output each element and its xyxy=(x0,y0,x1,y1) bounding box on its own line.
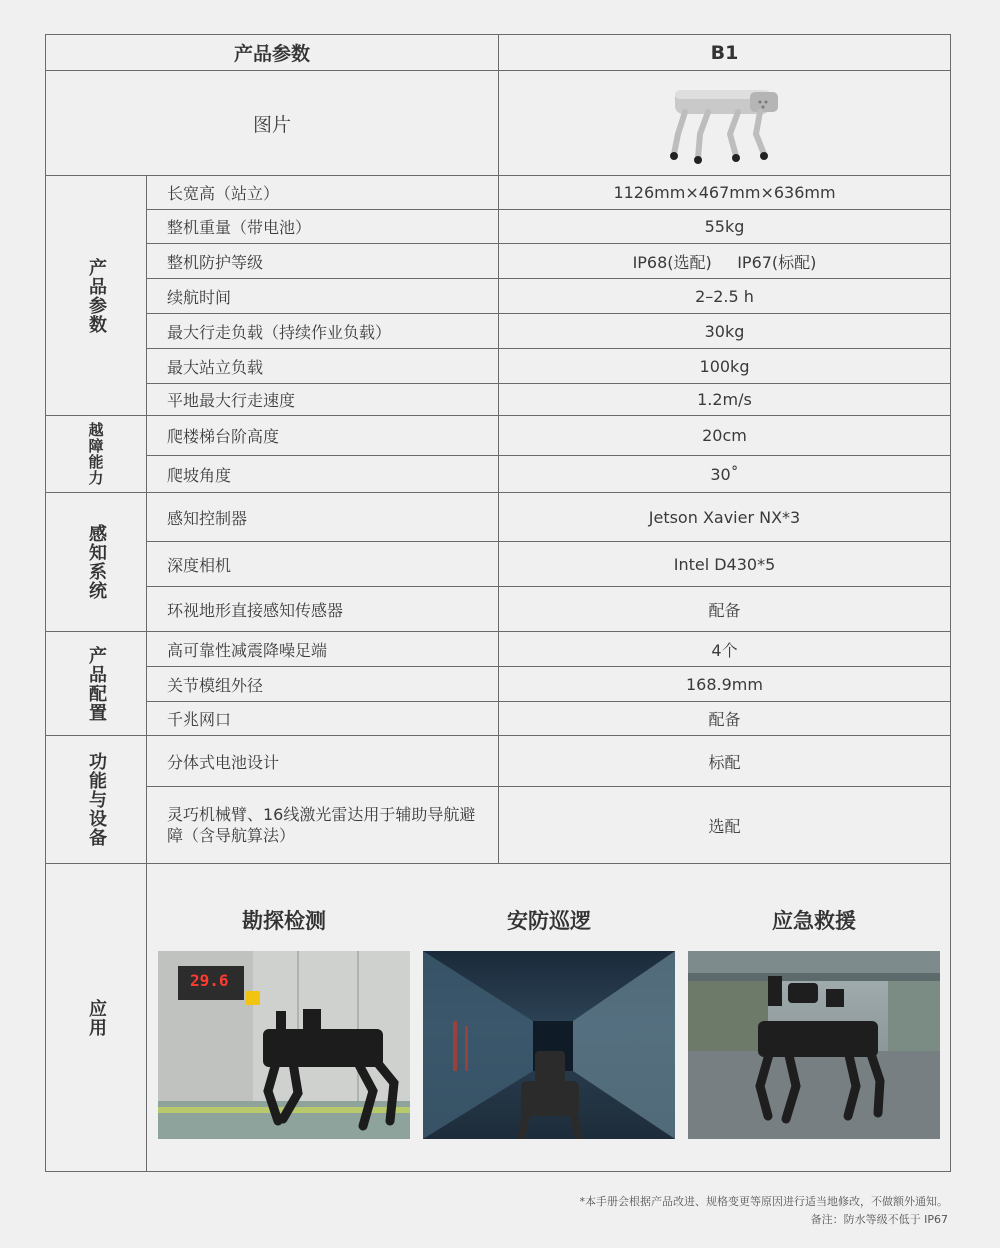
image-row-label: 图片 xyxy=(252,113,291,136)
row-value: 100kg xyxy=(699,356,750,376)
application-title: 应急救援 xyxy=(772,909,856,933)
row-value: 配备 xyxy=(708,710,741,729)
row-label: 最大行走负载（持续作业负载） xyxy=(167,322,392,342)
row-label: 长宽高（站立） xyxy=(167,184,280,203)
category-obstacle: 越障能力 xyxy=(86,422,105,486)
category-perception: 感知系统 xyxy=(86,524,107,600)
row-value: IP68(选配) IP67(标配) xyxy=(632,252,817,272)
application-title: 安防巡逻 xyxy=(507,909,591,933)
row-label: 分体式电池设计 xyxy=(167,752,280,772)
row-label: 深度相机 xyxy=(167,555,232,575)
row-value: 55kg xyxy=(704,217,745,236)
row-label: 整机重量（带电池） xyxy=(167,218,312,237)
patrol-photo xyxy=(423,951,675,1139)
robot-image xyxy=(499,71,950,175)
row-value: 1.2m/s xyxy=(697,390,752,409)
row-value: 30˚ xyxy=(710,464,739,484)
footer-remark: 备注：防水等级不低于 IP67 xyxy=(810,1213,948,1226)
row-label: 高可靠性减震降噪足端 xyxy=(167,640,328,660)
row-value: 30kg xyxy=(704,321,745,341)
row-value: 标配 xyxy=(708,752,741,772)
header-param-label: 产品参数 xyxy=(233,43,310,65)
row-label: 千兆网口 xyxy=(167,710,232,729)
row-value: 选配 xyxy=(708,816,741,836)
row-value: 1126mm×467mm×636mm xyxy=(613,183,836,202)
row-label: 关节模组外径 xyxy=(167,675,264,695)
row-label: 爬楼梯台阶高度 xyxy=(167,427,280,446)
row-label: 环视地形直接感知传感器 xyxy=(167,600,344,620)
row-value: Intel D430*5 xyxy=(673,554,776,574)
row-label: 爬坡角度 xyxy=(167,465,232,485)
row-label: 平地最大行走速度 xyxy=(167,391,296,410)
row-label: 感知控制器 xyxy=(167,508,248,528)
row-value: Jetson Xavier NX*3 xyxy=(648,507,801,527)
rescue-photo xyxy=(688,951,940,1139)
inspection-photo xyxy=(158,951,410,1139)
footer-note: *本手册会根据产品改进、规格变更等原因进行适当地修改，不做额外通知。 xyxy=(579,1195,948,1208)
category-application: 应用 xyxy=(86,998,107,1037)
row-value: 20cm xyxy=(702,426,747,445)
application-title: 勘探检测 xyxy=(242,909,326,933)
row-label: 整机防护等级 xyxy=(167,252,264,272)
header-model: B1 xyxy=(710,41,739,64)
row-value: 2–2.5 h xyxy=(695,286,754,306)
row-label: 续航时间 xyxy=(167,287,232,307)
row-value: 168.9mm xyxy=(686,674,763,694)
temperature-display: 29.6 xyxy=(190,971,229,990)
row-value: 配备 xyxy=(708,600,741,620)
category-product-params: 产品参数 xyxy=(86,257,107,334)
row-label: 最大站立负载 xyxy=(167,357,264,377)
row-label: 灵巧机械臂、16线激光雷达用于辅助导航避障（含导航算法） xyxy=(167,805,476,845)
spec-table xyxy=(45,34,951,1172)
category-config: 产品配置 xyxy=(86,645,107,722)
row-value: 4个 xyxy=(711,640,738,660)
category-features: 功能与设备 xyxy=(86,752,107,847)
